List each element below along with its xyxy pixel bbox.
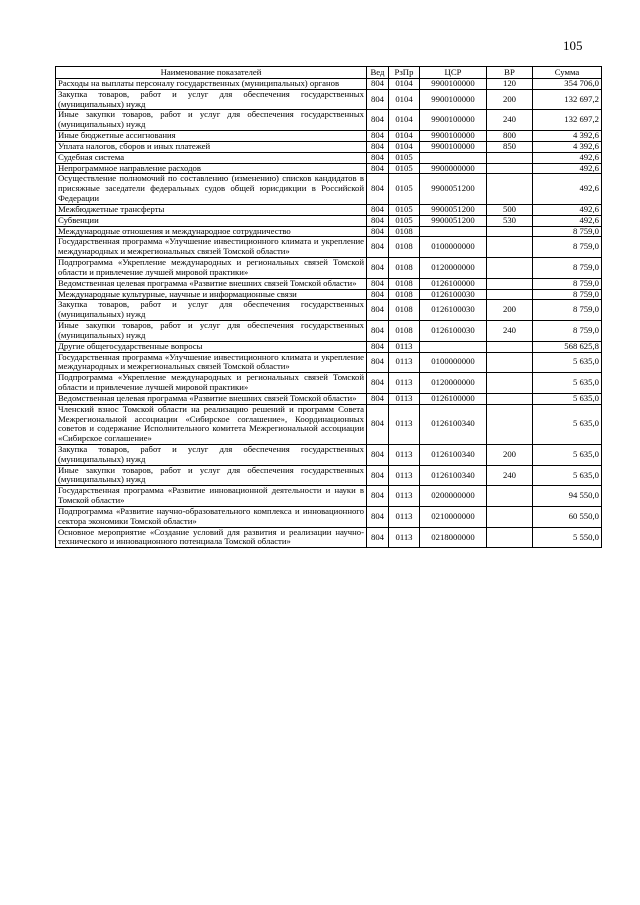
- row-sum: 5 635,0: [533, 404, 602, 444]
- header-vr: ВР: [487, 67, 533, 79]
- row-name: Международные культурные, научные и информационные связи: [56, 289, 367, 300]
- row-csr: 0100000000: [420, 352, 487, 373]
- row-sum: 4 392,6: [533, 141, 602, 152]
- row-ved: 804: [367, 278, 389, 289]
- row-name: Судебная система: [56, 152, 367, 163]
- row-ved: 804: [367, 174, 389, 204]
- row-vr: [487, 226, 533, 237]
- row-sum: 132 697,2: [533, 110, 602, 131]
- row-rzpr: 0104: [389, 89, 420, 110]
- table-row: [56, 152, 602, 163]
- row-sum: 492,6: [533, 215, 602, 226]
- table-row: [56, 321, 602, 342]
- row-name: Членский взнос Томской области на реализацию решений и программ Совета Межрегиональной ассоциации «Сибирское соглашение», Координационных советов и содержание Исполнительного комитета Межрегиональной ассоциации «Сибирское соглашение»: [56, 404, 367, 444]
- row-name: Межбюджетные трансферты: [56, 204, 367, 215]
- table-row: [56, 465, 602, 486]
- row-ved: 804: [367, 527, 389, 548]
- row-rzpr: 0104: [389, 79, 420, 90]
- row-ved: 804: [367, 404, 389, 444]
- row-vr: 850: [487, 141, 533, 152]
- row-ved: 804: [367, 141, 389, 152]
- row-ved: 804: [367, 226, 389, 237]
- row-vr: 500: [487, 204, 533, 215]
- row-name: Международные отношения и международное сотрудничество: [56, 226, 367, 237]
- table-row: [56, 258, 602, 279]
- row-ved: 804: [367, 258, 389, 279]
- row-csr: 0126100340: [420, 404, 487, 444]
- row-vr: [487, 352, 533, 373]
- row-sum: 94 550,0: [533, 486, 602, 507]
- row-name: Непрограммное направление расходов: [56, 163, 367, 174]
- table-row: [56, 444, 602, 465]
- row-vr: [487, 506, 533, 527]
- row-name: Основное мероприятие «Создание условий для развития и реализации научно-технического и инновационного потенциала Томской области»: [56, 527, 367, 548]
- table-row: [56, 215, 602, 226]
- row-name: Государственная программа «Улучшение инвестиционного климата и укрепление международных и межрегиональных связей Томской области»: [56, 352, 367, 373]
- header-row: [56, 67, 602, 79]
- row-ved: 804: [367, 289, 389, 300]
- row-rzpr: 0108: [389, 289, 420, 300]
- row-name: Закупка товаров, работ и услуг для обеспечения государственных (муниципальных) нужд: [56, 444, 367, 465]
- row-name: Иные закупки товаров, работ и услуг для обеспечения государственных (муниципальных) нужд: [56, 110, 367, 131]
- row-sum: 4 392,6: [533, 131, 602, 142]
- row-sum: 354 706,0: [533, 79, 602, 90]
- row-rzpr: 0113: [389, 527, 420, 548]
- row-vr: [487, 237, 533, 258]
- row-vr: [487, 278, 533, 289]
- row-csr: 0126100030: [420, 321, 487, 342]
- row-name: Иные бюджетные ассигнования: [56, 131, 367, 142]
- row-vr: [487, 486, 533, 507]
- row-vr: [487, 258, 533, 279]
- row-rzpr: 0108: [389, 226, 420, 237]
- row-ved: 804: [367, 321, 389, 342]
- row-sum: 492,6: [533, 174, 602, 204]
- row-vr: [487, 393, 533, 404]
- row-rzpr: 0113: [389, 444, 420, 465]
- row-vr: 200: [487, 300, 533, 321]
- row-rzpr: 0104: [389, 141, 420, 152]
- row-name: Подпрограмма «Развитие научно-образовательного комплекса и инновационного сектора экономики Томской области»: [56, 506, 367, 527]
- row-sum: 8 759,0: [533, 226, 602, 237]
- row-ved: 804: [367, 204, 389, 215]
- row-vr: [487, 373, 533, 394]
- header-sum: Сумма: [533, 67, 602, 79]
- table-row: [56, 226, 602, 237]
- row-csr: 9900100000: [420, 79, 487, 90]
- row-csr: 9900000000: [420, 163, 487, 174]
- row-rzpr: 0108: [389, 237, 420, 258]
- row-ved: 804: [367, 352, 389, 373]
- row-name: Расходы на выплаты персоналу государственных (муниципальных) органов: [56, 79, 367, 90]
- table-row: [56, 163, 602, 174]
- row-rzpr: 0108: [389, 300, 420, 321]
- row-sum: 492,6: [533, 204, 602, 215]
- table-row: [56, 341, 602, 352]
- row-ved: 804: [367, 110, 389, 131]
- row-rzpr: 0113: [389, 506, 420, 527]
- row-rzpr: 0104: [389, 110, 420, 131]
- row-rzpr: 0104: [389, 131, 420, 142]
- row-rzpr: 0108: [389, 321, 420, 342]
- header-name: Наименование показателей: [56, 67, 367, 79]
- row-csr: 0126100030: [420, 289, 487, 300]
- row-csr: 0200000000: [420, 486, 487, 507]
- row-csr: 0120000000: [420, 258, 487, 279]
- table-row: [56, 404, 602, 444]
- row-rzpr: 0113: [389, 404, 420, 444]
- row-sum: 8 759,0: [533, 300, 602, 321]
- table-header: [56, 67, 602, 79]
- header-csr: ЦСР: [420, 67, 487, 79]
- row-csr: [420, 341, 487, 352]
- row-rzpr: 0113: [389, 341, 420, 352]
- row-vr: 120: [487, 79, 533, 90]
- row-csr: 0126100340: [420, 465, 487, 486]
- row-ved: 804: [367, 131, 389, 142]
- row-vr: 240: [487, 321, 533, 342]
- row-name: Государственная программа «Развитие инновационной деятельности и науки в Томской области»: [56, 486, 367, 507]
- table-row: [56, 79, 602, 90]
- row-sum: 5 635,0: [533, 352, 602, 373]
- row-ved: 804: [367, 237, 389, 258]
- row-sum: 8 759,0: [533, 321, 602, 342]
- row-ved: 804: [367, 163, 389, 174]
- row-rzpr: 0113: [389, 352, 420, 373]
- header-rzpr: РзПр: [389, 67, 420, 79]
- row-sum: 8 759,0: [533, 258, 602, 279]
- row-csr: 9900051200: [420, 215, 487, 226]
- row-name: Закупка товаров, работ и услуг для обеспечения государственных (муниципальных) нужд: [56, 89, 367, 110]
- header-ved: Вед: [367, 67, 389, 79]
- row-csr: 0126100030: [420, 300, 487, 321]
- row-csr: 0126100000: [420, 278, 487, 289]
- table-row: [56, 89, 602, 110]
- row-csr: 9900100000: [420, 110, 487, 131]
- row-name: Иные закупки товаров, работ и услуг для обеспечения государственных (муниципальных) нужд: [56, 465, 367, 486]
- row-ved: 804: [367, 373, 389, 394]
- row-ved: 804: [367, 341, 389, 352]
- row-name: Ведомственная целевая программа «Развитие внешних связей Томской области»: [56, 278, 367, 289]
- row-sum: 492,6: [533, 163, 602, 174]
- row-ved: 804: [367, 89, 389, 110]
- row-ved: 804: [367, 444, 389, 465]
- row-vr: [487, 527, 533, 548]
- table-row: [56, 486, 602, 507]
- row-csr: 0210000000: [420, 506, 487, 527]
- table-row: [56, 110, 602, 131]
- row-name: Субвенции: [56, 215, 367, 226]
- row-rzpr: 0113: [389, 486, 420, 507]
- row-name: Осуществление полномочий по составлению (изменению) списков кандидатов в присяжные заседатели федеральных судов общей юрисдикции в Российской Федерации: [56, 174, 367, 204]
- row-sum: 5 635,0: [533, 465, 602, 486]
- row-csr: 0218000000: [420, 527, 487, 548]
- table-row: [56, 506, 602, 527]
- row-vr: 800: [487, 131, 533, 142]
- row-sum: 5 635,0: [533, 444, 602, 465]
- row-name: Закупка товаров, работ и услуг для обеспечения государственных (муниципальных) нужд: [56, 300, 367, 321]
- row-sum: 8 759,0: [533, 289, 602, 300]
- row-sum: 60 550,0: [533, 506, 602, 527]
- row-sum: 5 550,0: [533, 527, 602, 548]
- row-ved: 804: [367, 215, 389, 226]
- row-ved: 804: [367, 300, 389, 321]
- row-sum: 132 697,2: [533, 89, 602, 110]
- row-name: Другие общегосударственные вопросы: [56, 341, 367, 352]
- row-ved: 804: [367, 152, 389, 163]
- row-sum: 5 635,0: [533, 373, 602, 394]
- table-row: [56, 393, 602, 404]
- row-csr: 9900100000: [420, 141, 487, 152]
- row-name: Иные закупки товаров, работ и услуг для обеспечения государственных (муниципальных) нужд: [56, 321, 367, 342]
- table-row: [56, 300, 602, 321]
- table-row: [56, 141, 602, 152]
- row-sum: 8 759,0: [533, 237, 602, 258]
- table-body: [56, 79, 602, 548]
- row-rzpr: 0105: [389, 152, 420, 163]
- row-csr: [420, 152, 487, 163]
- table-row: [56, 527, 602, 548]
- row-sum: 492,6: [533, 152, 602, 163]
- page-number: 105: [563, 38, 583, 53]
- row-name: Подпрограмма «Укрепление международных и региональных связей Томской области и привлечение лучшей мировой практики»: [56, 258, 367, 279]
- row-csr: 9900051200: [420, 204, 487, 215]
- row-ved: 804: [367, 79, 389, 90]
- row-csr: 9900051200: [420, 174, 487, 204]
- row-ved: 804: [367, 393, 389, 404]
- row-rzpr: 0113: [389, 393, 420, 404]
- row-vr: 240: [487, 465, 533, 486]
- row-csr: 0100000000: [420, 237, 487, 258]
- row-ved: 804: [367, 506, 389, 527]
- row-vr: [487, 152, 533, 163]
- row-csr: 9900100000: [420, 131, 487, 142]
- row-vr: [487, 289, 533, 300]
- row-vr: [487, 174, 533, 204]
- row-ved: 804: [367, 486, 389, 507]
- row-rzpr: 0105: [389, 215, 420, 226]
- row-rzpr: 0113: [389, 465, 420, 486]
- table-row: [56, 131, 602, 142]
- table-row: [56, 204, 602, 215]
- row-vr: 200: [487, 444, 533, 465]
- table-row: [56, 174, 602, 204]
- row-vr: [487, 341, 533, 352]
- table-row: [56, 373, 602, 394]
- table-row: [56, 237, 602, 258]
- row-vr: 200: [487, 89, 533, 110]
- table-row: [56, 352, 602, 373]
- row-name: Уплата налогов, сборов и иных платежей: [56, 141, 367, 152]
- row-rzpr: 0105: [389, 174, 420, 204]
- row-vr: [487, 404, 533, 444]
- row-rzpr: 0105: [389, 204, 420, 215]
- row-vr: 530: [487, 215, 533, 226]
- row-vr: [487, 163, 533, 174]
- row-rzpr: 0108: [389, 278, 420, 289]
- table-row: [56, 278, 602, 289]
- table-row: [56, 289, 602, 300]
- budget-table: [55, 66, 602, 548]
- row-sum: 5 635,0: [533, 393, 602, 404]
- row-vr: 240: [487, 110, 533, 131]
- row-ved: 804: [367, 465, 389, 486]
- row-sum: 8 759,0: [533, 278, 602, 289]
- row-csr: 0126100000: [420, 393, 487, 404]
- row-rzpr: 0113: [389, 373, 420, 394]
- row-name: Государственная программа «Улучшение инвестиционного климата и укрепление международных и межрегиональных связей Томской области»: [56, 237, 367, 258]
- row-name: Ведомственная целевая программа «Развитие внешних связей Томской области»: [56, 393, 367, 404]
- row-csr: 9900100000: [420, 89, 487, 110]
- row-sum: 568 625,8: [533, 341, 602, 352]
- row-csr: 0120000000: [420, 373, 487, 394]
- row-rzpr: 0105: [389, 163, 420, 174]
- row-csr: 0126100340: [420, 444, 487, 465]
- row-name: Подпрограмма «Укрепление международных и региональных связей Томской области и привлечение лучшей мировой практики»: [56, 373, 367, 394]
- row-rzpr: 0108: [389, 258, 420, 279]
- row-csr: [420, 226, 487, 237]
